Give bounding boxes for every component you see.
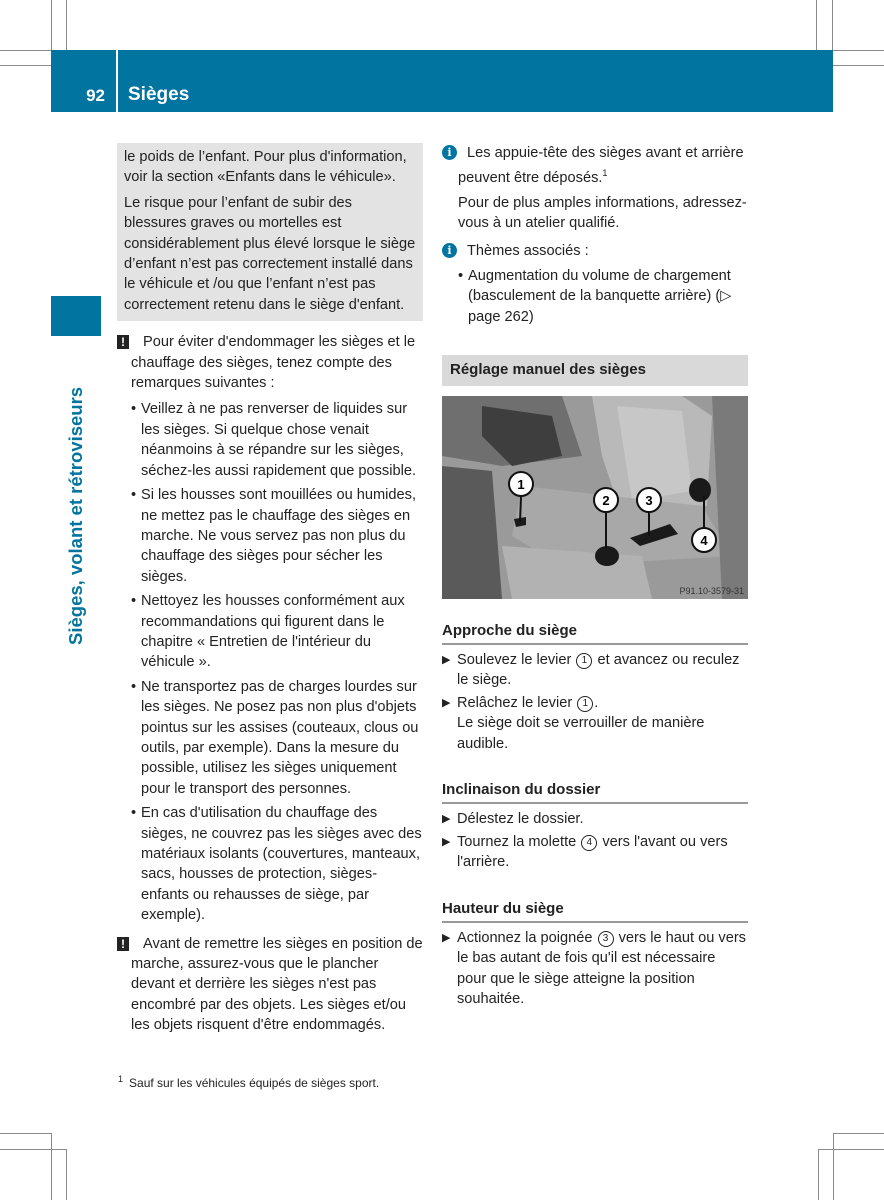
crop-mark [833, 1133, 884, 1134]
svg-text:4: 4 [700, 532, 708, 548]
section-title: Réglage manuel des sièges [442, 355, 748, 385]
warning-paragraph: le poids de l’enfant. Pour plus d'information, voir la section «Enfants dans le véhicule». [124, 149, 407, 186]
notice-bullet-list [131, 399, 423, 925]
callout-ref: 1 [576, 653, 592, 669]
step-text: Soulevez le levier [457, 651, 572, 668]
crop-mark [833, 1133, 834, 1200]
list-item: • Si les housses sont mouillées ou humides, ne mettez pas le chauffage des sièges en marche. Ne vous servez pas non plus du chauffage des sièges pour sécher les sièges. [131, 485, 423, 587]
step-text: Actionnez la poignée [457, 929, 593, 946]
chapter-label: Sièges, volant et rétroviseurs [65, 386, 86, 645]
instruction-step [442, 832, 748, 873]
damage-notice [117, 934, 423, 1036]
footnote-text: Sauf sur les véhicules équipés de sièges sport. [129, 1076, 380, 1090]
knob-4 [689, 478, 711, 502]
crop-mark [0, 50, 51, 51]
list-item: • Veillez à ne pas renverser de liquides sur les sièges. Si quelque chose venait néanmoins à se répandre sur les sièges, séchez-les aussi rapidement que possible. [131, 399, 423, 481]
chapter-tab-marker [51, 296, 101, 336]
list-item: • En cas d'utilisation du chauffage des sièges, ne couvrez pas les sièges avec des matériaux isolants (couvertures, manteaux, sacs, housses de protection, sièges-enfants ou rehausses de siège, par exemple). [131, 803, 423, 925]
step-text: vers l'avant ou vers l'arrière. [457, 833, 728, 871]
step-text: Délestez le dossier. [457, 811, 584, 828]
crop-mark [818, 1149, 884, 1150]
step-arrow-icon: ▶ [442, 931, 451, 944]
crop-mark [818, 1149, 819, 1200]
page-title: Sièges [128, 84, 190, 105]
step-result: Le siège doit se verrouiller de manière audible. [457, 715, 705, 752]
instruction-step [442, 928, 748, 1010]
crop-mark [832, 0, 833, 50]
crop-mark [833, 65, 884, 66]
seat-illustration [442, 396, 748, 599]
step-arrow-icon: ▶ [442, 653, 451, 666]
svg-text:2: 2 [602, 492, 610, 508]
subsection-title: Hauteur du siège [442, 899, 748, 923]
crop-mark [66, 0, 67, 50]
info-text: Thèmes associés : [467, 243, 589, 260]
list-item: • Nettoyez les housses conformément aux recommandations qui figurent dans le chapitre « Entretien de l'intérieur du véhicule ». [131, 591, 423, 673]
crop-mark [816, 0, 817, 50]
crop-mark [51, 1133, 52, 1200]
step-text: Relâchez le levier [457, 694, 573, 711]
notice-text: Avant de remettre les sièges en position de marche, assurez-vous que le plancher devant et derrière les sièges n'est pas encombré par des objets. Les sièges et/ou les objets risquent d'être endommagés. [131, 935, 423, 1034]
seat-adjustment-figure [442, 396, 748, 599]
info-icon: i [442, 243, 457, 258]
step-arrow-icon: ▶ [442, 696, 451, 709]
crop-mark [51, 0, 52, 50]
callout-ref: 4 [581, 835, 597, 851]
info-text-secondary: Pour de plus amples informations, adressez-vous à un atelier qualifié. [458, 194, 747, 232]
header-divider [116, 50, 118, 112]
step-text: vers le haut ou vers le bas autant de fois qu'il est nécessaire pour que le siège atteigne la position souhaitée. [457, 929, 746, 1008]
crop-mark [0, 1149, 66, 1150]
callout-ref: 1 [577, 696, 593, 712]
notice-intro: Pour éviter d'endommager les sièges et le chauffage des sièges, tenez compte des remarques suivantes : [131, 334, 416, 392]
subsection-title: Approche du siège [442, 621, 748, 645]
svg-text:1: 1 [517, 476, 525, 492]
step-text: . [594, 694, 599, 711]
page-number: 92 [86, 86, 105, 105]
right-column [442, 143, 748, 1012]
warning-box [117, 143, 423, 321]
step-text: et avancez ou reculez le siège. [457, 651, 740, 689]
instruction-step [442, 650, 748, 691]
callout-ref: 3 [598, 931, 614, 947]
svg-text:3: 3 [645, 492, 653, 508]
crop-mark [833, 50, 884, 51]
related-topics-list [458, 266, 748, 327]
exclamation-icon: ! [117, 937, 129, 951]
step-arrow-icon: ▶ [442, 835, 451, 848]
instruction-step [442, 693, 748, 754]
lever-2 [595, 546, 619, 566]
info-text [458, 143, 748, 189]
damage-notice [117, 332, 423, 925]
info-note [442, 143, 748, 233]
figure-reference: P91.10-3579-31 [679, 585, 744, 596]
crop-mark [0, 1133, 51, 1134]
related-topic-link[interactable]: • Augmentation du volume de chargement (basculement de la banquette arrière) (▷ page 262) [458, 266, 748, 327]
step-text: Tournez la molette [457, 833, 577, 850]
footnote-ref[interactable]: 1 [602, 168, 608, 179]
list-item: • Ne transportez pas de charges lourdes sur les sièges. Ne posez pas non plus d'objets pointus sur les assises (couteaux, clous ou outils, par exemple). Dans la mesure du possible, utilisez les sièges uniquement pour le transport des personnes. [131, 677, 423, 799]
exclamation-icon: ! [117, 335, 129, 349]
subsection-title: Inclinaison du dossier [442, 780, 748, 804]
info-text-main: Les appuie-tête des sièges avant et arrière peuvent être déposés. [458, 145, 744, 187]
left-column [117, 143, 423, 1036]
info-note [442, 241, 748, 327]
footnote [118, 1074, 379, 1090]
footnote-number: 1 [118, 1074, 124, 1084]
step-arrow-icon: ▶ [442, 813, 451, 826]
info-icon: i [442, 145, 457, 160]
instruction-step [442, 809, 748, 829]
crop-mark [66, 1149, 67, 1200]
crop-mark [0, 65, 51, 66]
warning-paragraph: Le risque pour l’enfant de subir des blessures graves ou mortelles est considérablement plus élevé lorsque le siège d’enfant n’est pas correctement installé dans le véhicule et /ou que l’enfant n’est pas correctement retenu dans le siège d'enfant. [124, 194, 416, 313]
